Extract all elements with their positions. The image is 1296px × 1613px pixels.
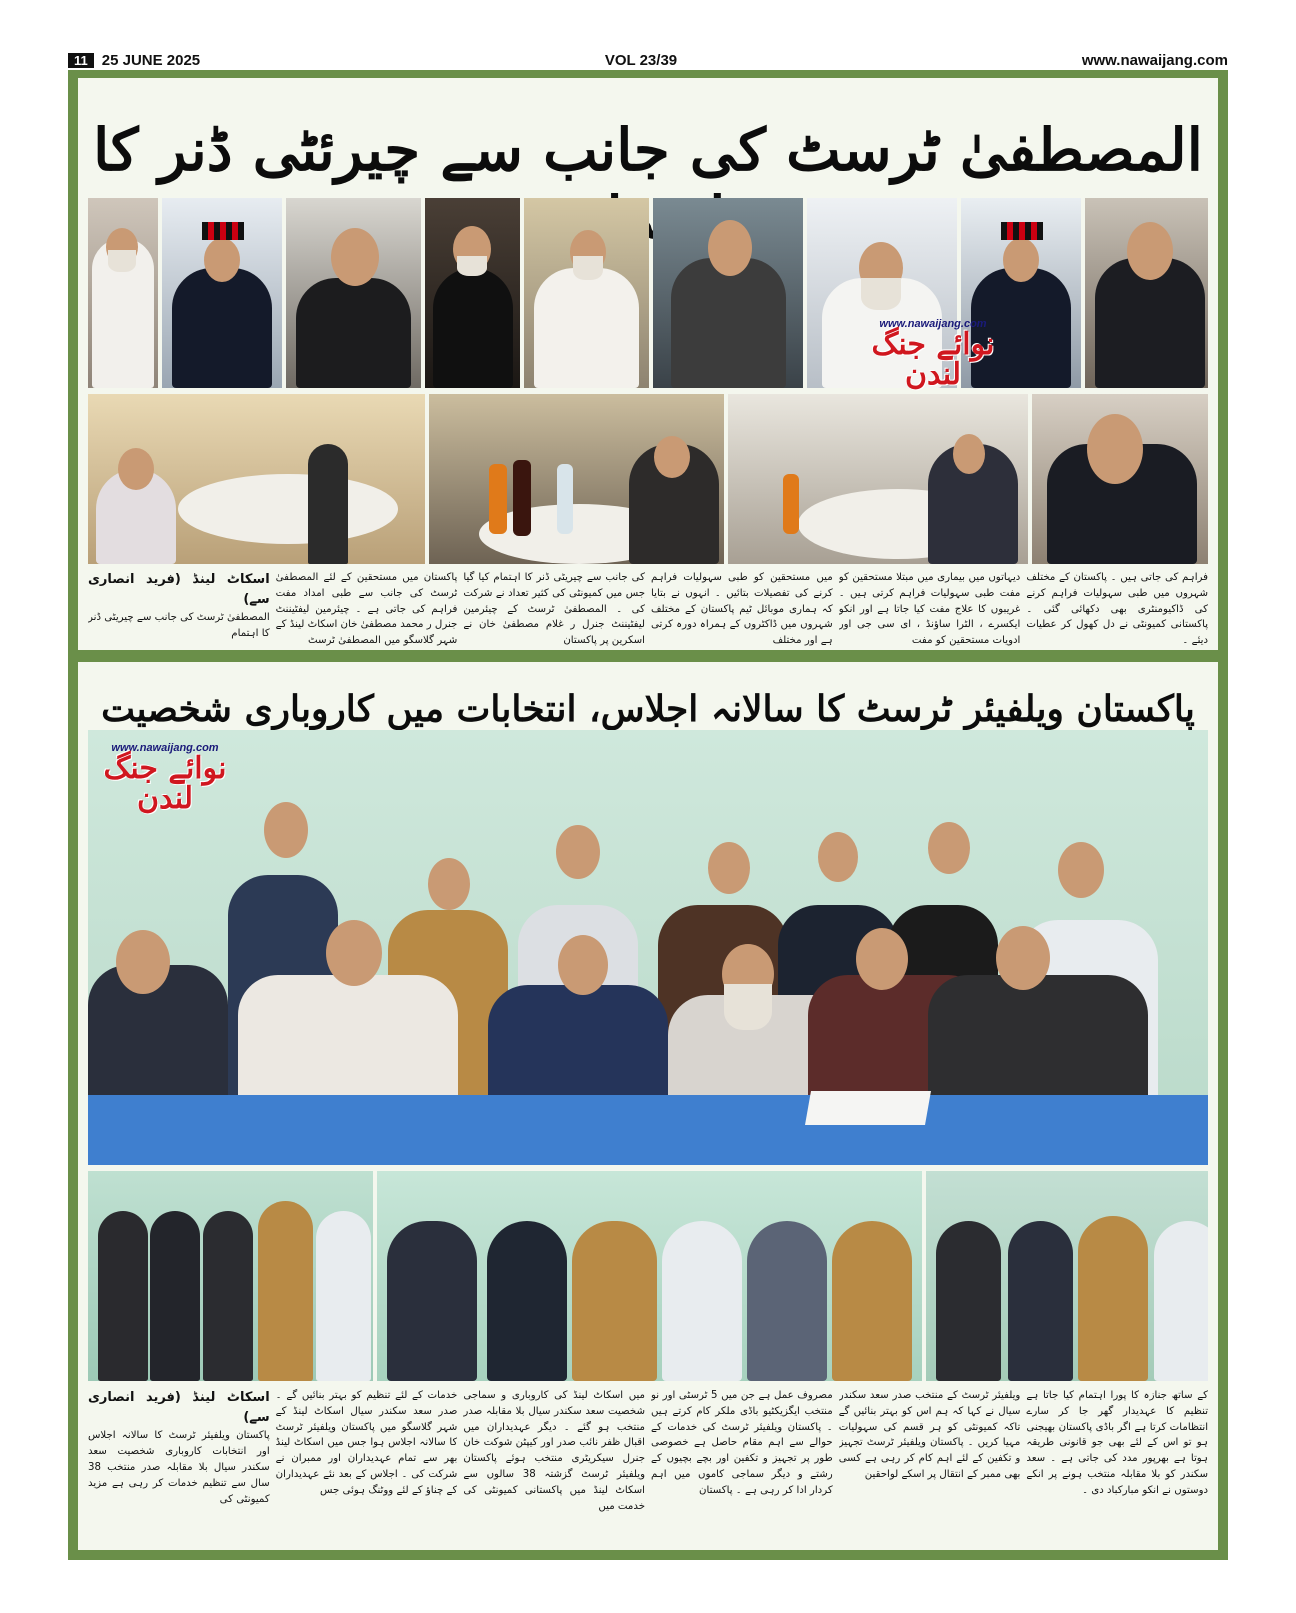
story1-text-col-5: دیہاتوں میں بیماری میں مبتلا مستحقین کو مفت طبی سہولیات فراہم کرتی ہیں ۔ غریبوں کا علاج مفت کیا جاتا ہے اور انکو ایکسرے ، الٹرا ساؤنڈ ، ای سی جی اور ادویات مستحقین کو مفت xyxy=(838,572,1021,647)
photo-guest-eating xyxy=(1032,394,1208,564)
story1-photo-strip-top xyxy=(88,198,1208,392)
photo-group-main xyxy=(88,730,1208,1165)
page-frame xyxy=(68,70,1228,1560)
story1-text-col-6: فراہم کی جاتی ہیں ۔ پاکستان کے مختلف شہروں میں طبی سہولیات فراہم کرنے کی ڈاکیومنٹری بھی دکھائی گئی ۔ پاکستانی کمیونٹی نے دل کھول کر عطیات دیئے ۔ xyxy=(1026,572,1209,647)
story2-byline: اسکاٹ لینڈ (فرید انصاری سے) xyxy=(88,1390,270,1426)
website-link[interactable]: www.nawaijang.com xyxy=(1081,51,1228,69)
tartan-cap-icon xyxy=(1001,222,1043,240)
story1-text-col-4: میں مستحقین کو طبی سہولیات فراہم کرنے کی تفصیلات بتائیں ۔ انہوں نے بتایا کہ ہماری موبائل ٹیم پاکستان کے مختلف شہروں میں ڈاکٹروں کے ہمراہ دورہ کرتی ہے اور مختلف xyxy=(651,572,833,647)
story1-text-col-1: المصطفیٰ ٹرسٹ کی جانب سے چیریٹی ڈنر کا اہتمام xyxy=(88,612,270,640)
tartan-cap-icon xyxy=(202,222,244,240)
story2-text-col-2: خدمات کے لئے تنظیم کو بہتر بنائیں گے ۔ صدر سعد سکندر سیال اسکاٹ لینڈ کے شہر گلاسگو میں پاکستان ویلفیئر ٹرسٹ کا سالانہ اجلاس ہوا جس میں اسکاٹ لینڈ بھر سے تمام عہدیداران اور ممبران نے شرکت کی ۔ اجلاس کے بعد نئے عہدیداران کے چناؤ کے لئے ووٹنگ ہوئی جس xyxy=(275,1390,458,1496)
photo-office-bearers xyxy=(926,1171,1208,1381)
story2-text-col-4: مصروف عمل ہے جن میں 5 ٹرسٹی اور نو منتخب ایگزیکٹیو باڈی ملکر کام کرتے ہیں ۔ پاکستان ویلفیئر ٹرسٹ کی خدمات کے حوالے سے اہم مقام حاصل ہے خصوصی طور پر تجہیز و تکفین اور بچے بچیوں کے رشتے و دیگر سماجی کاموں میں اہم کردار ادا کر رہی ہے ۔ پاکستان xyxy=(651,1390,833,1496)
watermark-url-2: www.nawaijang.com xyxy=(111,742,219,754)
story2-body xyxy=(88,1388,1208,1538)
watermark-logo: نوائے جنگ لندن xyxy=(871,327,995,392)
story2-photo-strip xyxy=(88,1171,1208,1381)
story2-byline-column xyxy=(88,1388,270,1538)
nawaijang-watermark-2 xyxy=(100,742,230,816)
story1-text-col-3: کی جانب سے چیریٹی ڈنر کا اہتمام کیا گیا جس میں کمیونٹی کی کثیر تعداد نے شرکت کی ۔ المصطفیٰ ٹرسٹ کے چیئرمین لیفٹیننٹ جنرل ر غلام مصطفیٰ خان نے اسکرین پر پاکستان xyxy=(463,572,646,647)
photo-speaker-4 xyxy=(425,198,520,388)
story1-byline-column xyxy=(88,570,270,648)
story2-text-col-5: ویلفیئر ٹرسٹ کے منتخب صدر سعد سکندر سیال نے کہا کہ ہم اس کو بہتر بنائیں گے تاکہ کمیونٹی کو ہر قسم کی سہولیات مہیا کریں ۔ پاکستان ویلفیئر ٹرسٹ تجہیز و تکفین کے لئے اہم کام کر رہی ہے کسی بھی ممبر کے انتقال پر اسکے لواحقین xyxy=(838,1390,1021,1481)
photo-guest-2 xyxy=(653,198,803,388)
page-number: 11 xyxy=(68,53,94,68)
photo-members-line xyxy=(377,1171,922,1381)
photo-dinner-hall-2 xyxy=(429,394,724,564)
watermark-logo-2: نوائے جنگ لندن xyxy=(103,751,227,816)
page-date xyxy=(68,52,200,69)
story1-photo-strip-event xyxy=(88,394,1208,564)
story2-text-col-3: میں اسکاٹ لینڈ کی کاروباری و سماجی شخصیت سعد سکندر سیال بلا مقابلہ صدر منتخب ہو گئے ۔ دیگر عہدیداران میں اقبال ظفر نائب صدر اور کیپٹن شوکت خان جنرل سیکریٹری منتخب ہوئے پاکستان ویلفیئر ٹرسٹ گزشتہ 38 سالوں سے اسکاٹ لینڈ میں پاکستانی کمیونٹی کی خدمت میں xyxy=(463,1390,646,1512)
photo-speaker-3 xyxy=(286,198,421,388)
story2-text-col-6: کے ساتھ جنازہ کا پورا اہتمام کیا جاتا ہے تنظیم کا عہدیدار گھر جا کر سارے انتظامات کرتا ہے اگر باڈی پاکستان بھیجنی ہو تو اس کے لئے بھی جو قانونی طریقہ ہوتا ہے بھرپور مدد کی جاتی ہے ۔ سعد سکندر کو بلا مقابلہ منتخب ہونے پر انکے دوستوں نے انکو مبارکباد دی ۔ xyxy=(1026,1390,1209,1496)
photo-dinner-hall-1 xyxy=(88,394,425,564)
story1-body xyxy=(88,570,1208,648)
section-divider xyxy=(68,650,1228,662)
story1-text-col-2: پاکستان میں مستحقین کے لئے المصطفیٰ ٹرسٹ کی جانب سے طبی امداد مفت فراہم کی جاتی ہے ۔ چیئرمین لیفٹیننٹ جنرل ر محمد مصطفیٰ خان اسکاٹ لینڈ کے شہر گلاسگو میں المصطفیٰ ٹرسٹ xyxy=(275,572,458,647)
issue-date: 25 JUNE 2025 xyxy=(101,51,201,69)
watermark-url: www.nawaijang.com xyxy=(879,318,987,330)
page-content xyxy=(78,78,1218,1550)
photo-guest-1 xyxy=(524,198,649,388)
nawaijang-watermark-1 xyxy=(868,318,998,392)
story2-headline: پاکستان ویلفیئر ٹرسٹ کا سالانہ اجلاس، انتخابات میں کاروباری شخصیت xyxy=(101,688,1195,730)
volume-number: VOL 23/39 xyxy=(604,51,678,69)
story2-text-col-1: پاکستان ویلفیئر ٹرسٹ کا سالانہ اجلاس اور انتخابات کاروباری شخصیت سعد سکندر سیال بلا مقابلہ صدر منتخب 38 سال سے تنظیم خدمات کر رہی ہے مزید کمیونٹی کی xyxy=(88,1430,270,1505)
photo-handshake xyxy=(88,1171,373,1381)
photo-speaker-2 xyxy=(162,198,282,388)
photo-speaker-1 xyxy=(88,198,158,388)
story1-byline: اسکاٹ لینڈ (فرید انصاری سے) xyxy=(88,572,270,608)
story1-headline: المصطفیٰ ٹرسٹ کی جانب سے چیرئٹی ڈنر کا xyxy=(93,116,1203,184)
masthead-bar xyxy=(68,50,1228,70)
photo-dinner-hall-3 xyxy=(728,394,1028,564)
photo-speaker-6 xyxy=(1085,198,1208,388)
